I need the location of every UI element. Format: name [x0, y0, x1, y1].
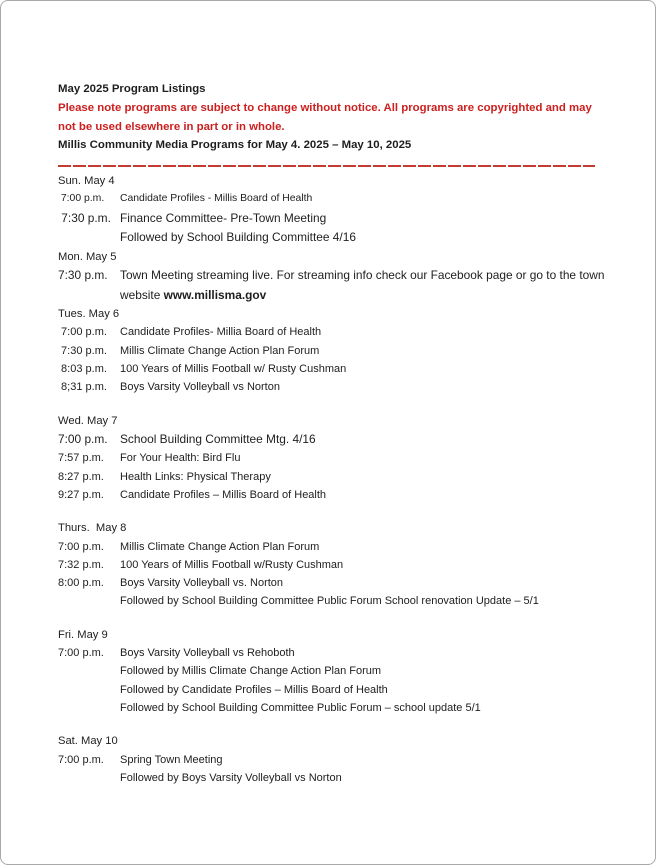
day-section: [58, 172, 655, 248]
program-title: Millis Climate Change Action Plan Forum: [120, 344, 320, 357]
page-title: May 2025 Program Listings: [58, 83, 206, 95]
day-section: [58, 248, 655, 305]
program-title: Boys Varsity Volleyball vs. Norton: [120, 577, 284, 590]
program-title: Followed by Candidate Profiles – Millis Board of Health: [120, 683, 388, 696]
program-title: Spring Town Meeting: [120, 753, 223, 766]
day-section: [58, 626, 655, 717]
program-time: 7:32 p.m.: [58, 558, 104, 571]
program-row: [58, 190, 655, 208]
program-row: [58, 228, 655, 248]
day-header: Wed. May 7: [58, 414, 118, 427]
program-row: [58, 681, 655, 699]
day-header: Mon. May 5: [58, 250, 117, 263]
program-row: [58, 323, 655, 341]
day-header: Thurs. May 8: [58, 522, 127, 535]
day-header: Fri. May 9: [58, 628, 108, 641]
day-section: [58, 412, 655, 505]
red-divider-line: [58, 165, 595, 167]
program-row: [58, 538, 655, 556]
program-title: Finance Committee- Pre-Town Meeting: [120, 210, 327, 225]
program-title: website www.millisma.gov: [120, 287, 267, 302]
program-time: 8:03 p.m.: [58, 362, 107, 375]
program-title: Followed by Millis Climate Change Action Plan Forum: [120, 665, 382, 678]
program-title: For Your Health: Bird Flu: [120, 452, 241, 465]
program-title: Followed by School Building Committee Public Forum – school update 5/1: [120, 701, 481, 714]
program-row: [58, 430, 655, 450]
program-row: [58, 699, 655, 717]
program-row: [58, 342, 655, 360]
program-url: www.millisma.gov: [163, 287, 267, 302]
program-title: Town Meeting streaming live. For streaming info check our Facebook page or go to the town: [120, 268, 605, 283]
program-title: Millis Climate Change Action Plan Forum: [120, 540, 320, 553]
program-time: 9:27 p.m.: [58, 488, 104, 501]
program-title: Candidate Profiles- Millia Board of Health: [120, 326, 322, 339]
day-header: Sun. May 4: [58, 175, 115, 188]
program-row: [58, 209, 655, 229]
program-row: [58, 378, 655, 396]
program-row: [58, 751, 655, 769]
program-title: Followed by School Building Committee 4/16: [120, 230, 356, 245]
program-row: [58, 486, 655, 504]
program-time: 7:00 p.m.: [58, 326, 107, 339]
program-title: Followed by School Building Committee Public Forum School renovation Update – 5/1: [120, 595, 539, 608]
schedule: [58, 172, 655, 787]
copyright-notice-line2: not be used elsewhere in part or in whole.: [58, 120, 285, 133]
program-time: 8;31 p.m.: [58, 381, 107, 394]
program-row: [58, 360, 655, 378]
day-header: Tues. May 6: [58, 308, 120, 321]
program-title: 100 Years of Millis Football w/Rusty Cushman: [120, 558, 344, 571]
program-row: [58, 592, 655, 610]
program-row: [58, 644, 655, 662]
copyright-notice-line1: Please note programs are subject to change without notice. All programs are copyrighted and may: [58, 101, 592, 114]
document-content: [1, 1, 655, 787]
program-time: 7:30 p.m.: [58, 268, 108, 283]
schedule-subtitle: Millis Community Media Programs for May 4. 2025 – May 10, 2025: [58, 139, 412, 152]
program-time: 7:00 p.m.: [58, 753, 104, 766]
program-title: 100 Years of Millis Football w/ Rusty Cushman: [120, 362, 347, 375]
day-section: [58, 732, 655, 787]
program-row: [58, 574, 655, 592]
program-row: [58, 556, 655, 574]
program-time: 7:30 p.m.: [58, 344, 107, 357]
program-time: 7:30 p.m.: [58, 210, 111, 225]
day-section: [58, 305, 655, 396]
day-header: Sat. May 10: [58, 735, 118, 748]
program-title: School Building Committee Mtg. 4/16: [120, 431, 316, 446]
day-section: [58, 519, 655, 610]
program-row: [58, 286, 655, 306]
program-time: 7:00 p.m.: [58, 647, 104, 660]
program-time: 8:27 p.m.: [58, 470, 104, 483]
program-time: 8:00 p.m.: [58, 577, 104, 590]
program-row: [58, 769, 655, 787]
program-time: 7:00 p.m.: [58, 540, 104, 553]
program-title: Candidate Profiles - Millis Board of Health: [120, 193, 313, 205]
program-title: Candidate Profiles – Millis Board of Health: [120, 488, 327, 501]
program-row: [58, 468, 655, 486]
program-time: 7:00 p.m.: [58, 193, 105, 205]
program-title: Health Links: Physical Therapy: [120, 470, 271, 483]
program-time: 7:00 p.m.: [58, 431, 108, 446]
program-title: Followed by Boys Varsity Volleyball vs Norton: [120, 771, 342, 784]
program-title: Boys Varsity Volleyball vs Norton: [120, 381, 280, 394]
program-row: [58, 266, 655, 286]
program-title: Boys Varsity Volleyball vs Rehoboth: [120, 647, 295, 660]
program-row: [58, 662, 655, 680]
program-time: 7:57 p.m.: [58, 452, 104, 465]
program-row: [58, 449, 655, 467]
